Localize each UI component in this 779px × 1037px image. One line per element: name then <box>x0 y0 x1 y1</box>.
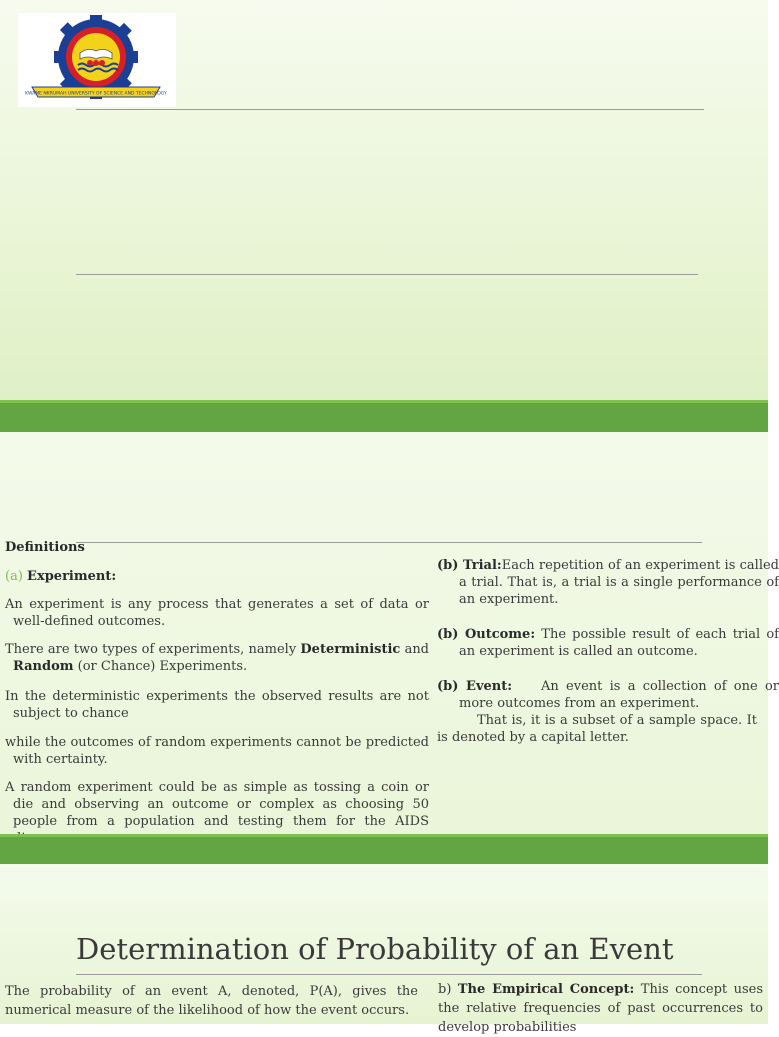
empirical-title: The Empirical Concept: <box>457 982 635 997</box>
logo-box <box>18 13 176 107</box>
event-label: (b) Event: <box>437 679 513 694</box>
random-paragraph: while the outcomes of random experiments cannot be predicted with certainty. <box>5 735 429 767</box>
experiment-types <box>5 641 429 675</box>
types-text-2: and <box>400 642 430 657</box>
empirical-text: This concept uses the relative frequencies of past occurrences to develop probabilities <box>438 982 763 1035</box>
outcome-label: (b) Outcome: <box>437 627 536 642</box>
probability-title: Determination of Probability of an Event <box>76 932 674 966</box>
outcome-definition <box>437 626 779 660</box>
experiment-heading <box>5 568 116 585</box>
empirical-concept <box>438 980 763 1037</box>
event-text: An event is a collection of one or more outcomes from an experiment. <box>459 679 779 711</box>
title-rule-bottom <box>76 274 698 275</box>
slide-separator-band <box>0 400 768 432</box>
types-text-1: There are two types of experiments, namely <box>5 642 301 657</box>
definitions-slide <box>0 432 779 834</box>
deterministic-term: Deterministic <box>300 642 401 657</box>
trial-text: Each repetition of an experiment is called a trial. That is, a trial is a single performance of an experiment. <box>459 558 779 607</box>
probability-slide <box>0 864 768 1035</box>
slide-separator-band-2 <box>0 834 768 864</box>
svg-text:KWAME NKRUMAH UNIVERSITY OF SC: KWAME NKRUMAH UNIVERSITY OF SCIENCE AND TECHNOLOGY <box>25 91 167 97</box>
random-example-paragraph: A random experiment could be as simple as tossing a coin or die and observing an outcome or complex as choosing 50 people from a population and testing them for the AIDS <box>5 780 429 829</box>
empirical-label: b) <box>438 982 458 997</box>
university-crest-icon <box>18 13 176 107</box>
probability-rule <box>76 974 702 975</box>
trial-definition <box>437 557 779 608</box>
probability-definition: The probability of an event A, denoted, P(A), gives the numerical measure of the likelihood of how the event occurs. <box>5 984 418 1018</box>
experiment-title: Experiment: <box>27 569 117 584</box>
random-term: Random <box>13 659 74 674</box>
outcome-text: The possible result of each trial of an experiment is called an outcome. <box>459 627 779 659</box>
experiment-label: (a) <box>5 569 23 584</box>
types-text-3: (or Chance) Experiments. <box>73 659 248 674</box>
event-definition <box>437 678 779 712</box>
event-subset-text: That is, it is a subset of a sample space. It is denoted by a capital letter. <box>437 713 757 745</box>
definitions-heading: Definitions <box>5 540 85 555</box>
title-rule-top <box>76 109 704 110</box>
experiment-definition: An experiment is any process that generates a set of data or well-defined outcomes. <box>5 597 429 629</box>
definitions-rule <box>76 542 702 543</box>
trial-label: (b) Trial: <box>437 558 502 573</box>
deterministic-paragraph: In the deterministic experiments the observed results are not subject to chance <box>5 689 429 721</box>
title-slide <box>0 0 768 400</box>
